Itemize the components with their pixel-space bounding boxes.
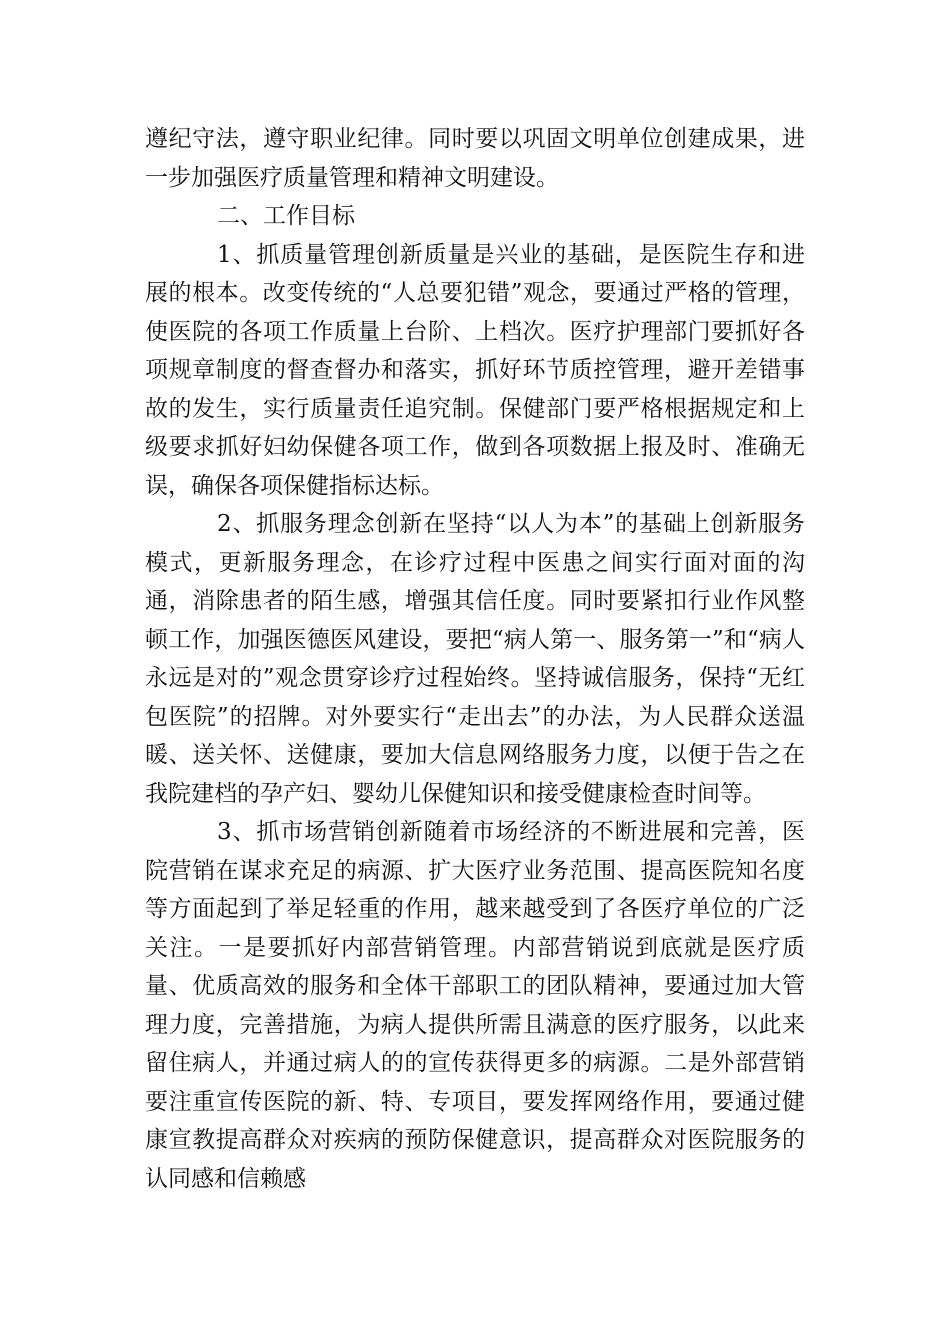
paragraph-market-marketing: 3、抓市场营销创新随着市场经济的不断进展和完善，医院营销在谋求充足的病源、扩大医疗业务范围、提高医院知名度等方面起到了举足轻重的作用，越来越受到了各医疗单位的广泛关注。一是要抓好内部营销管理。内部营销说到底就是医疗质量、优质高效的服务和全体干部职工的团队精神，要通过加大管理力度，完善措施，为病人提供所需且满意的医疗服务，以此来留住病人，并通过病人的的宣传获得更多的病源。二是外部营销要注重宣传医院的新、特、专项目，要发挥网络作用，要通过健康宣教提高群众对疾病的预防保健意识，提高群众对医院服务的认同感和信赖感 [145,819,805,1192]
section-heading-work-goals: 二、工作目标 [217,203,355,229]
paragraph-service-concept: 2、抓服务理念创新在坚持“以人为本”的基础上创新服务模式，更新服务理念，在诊疗过程中医患之间实行面对面的沟通，消除患者的陌生感，增强其信任度。同时要紧扣行业作风整顿工作，加强医德医风建设，要把“病人第一、服务第一”和“病人永远是对的”观念贯穿诊疗过程始终。坚持诚信服务，保持“无红包医院”的招牌。对外要实行“走出去”的办法，为人民群众送温暖、送关怀、送健康，要加大信息网络服务力度，以便于告之在我院建档的孕产妇、婴幼儿保健知识和接受健康检查时间等。 [145,511,805,807]
paragraph-continuation: 遵纪守法，遵守职业纪律。同时要以巩固文明单位创建成果，进一步加强医疗质量管理和精神文明建设。 [145,126,805,191]
body-text [145,120,805,1198]
paragraph-quality-management: 1、抓质量管理创新质量是兴业的基础，是医院生存和进展的根本。改变传统的“人总要犯错”观念，要通过严格的管理，使医院的各项工作质量上台阶、上档次。医疗护理部门要抓好各项规章制度的督查督办和落实，抓好环节质控管理，避开差错事故的发生，实行质量责任追究制。保健部门要严格根据规定和上级要求抓好妇幼保健各项工作，做到各项数据上报及时、准确无误，确保各项保健指标达标。 [145,241,805,499]
